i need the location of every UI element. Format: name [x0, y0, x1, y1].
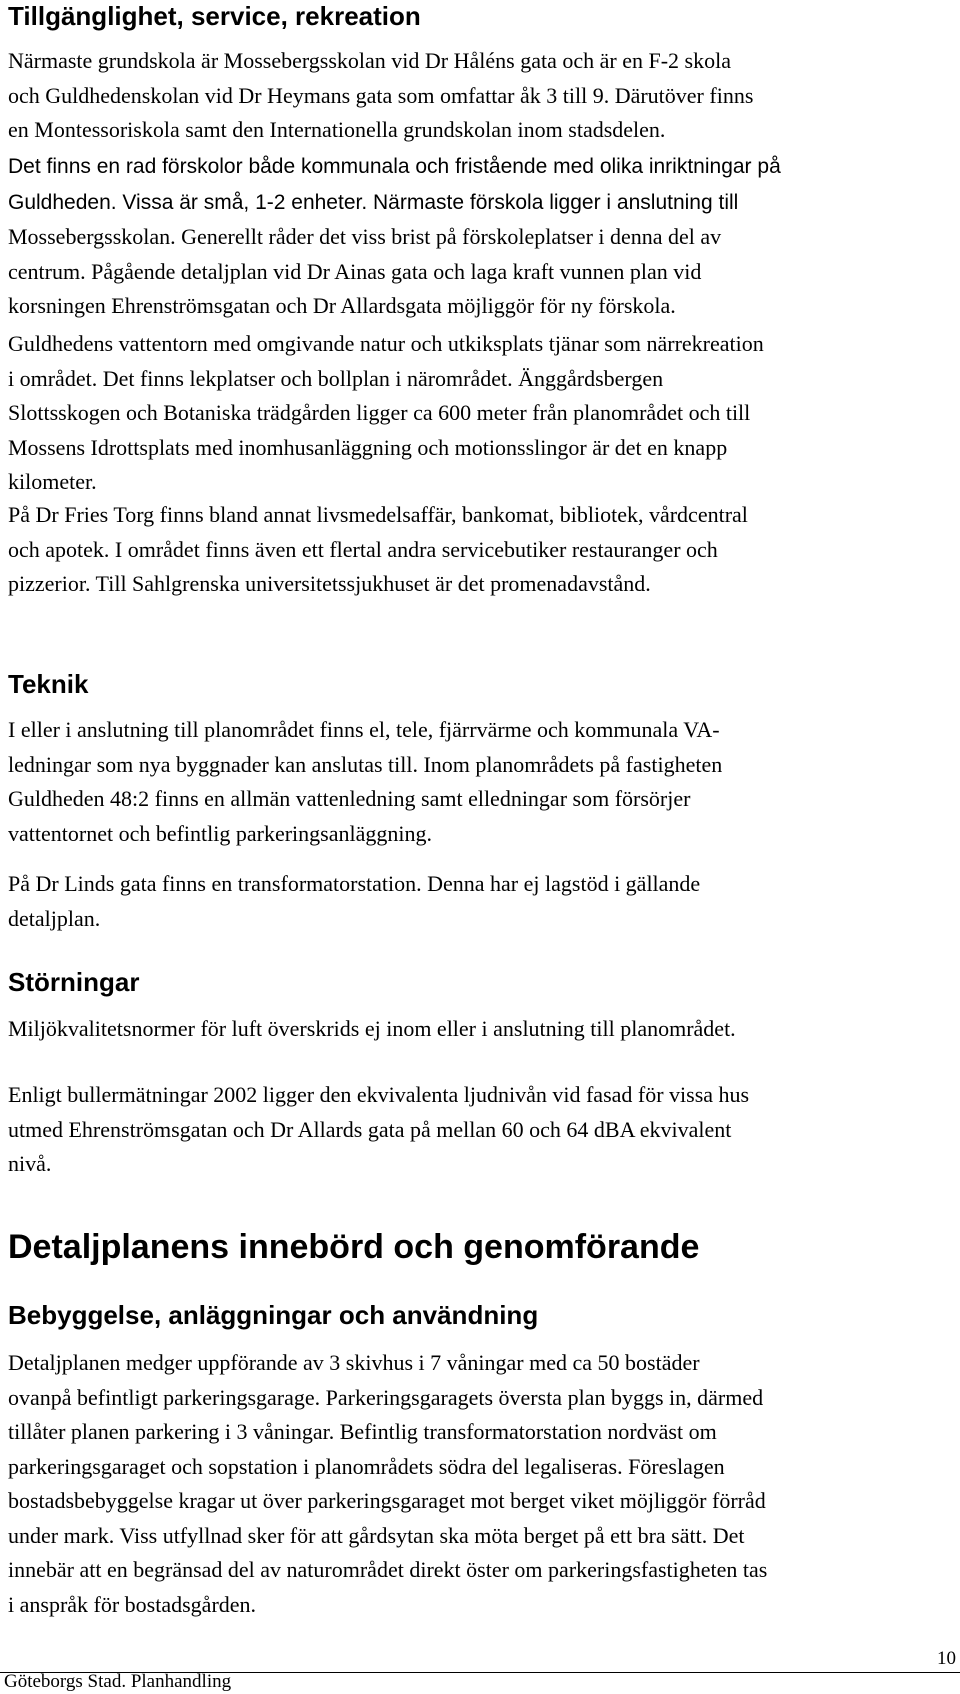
- text-line: Mossens Idrottsplats med inomhusanläggning och motionsslingor är det en knapp: [8, 434, 728, 460]
- text-line: under mark. Viss utfyllnad sker för att gårdsytan ska möta berget på ett bra sätt. Det: [8, 1522, 745, 1548]
- paragraph-utilities: [8, 713, 958, 851]
- text-line: innebär att en begränsad del av naturområdet direkt öster om parkeringsfastigheten tas: [8, 1557, 768, 1582]
- footer-text: Göteborgs Stad. Planhandling: [4, 1671, 232, 1692]
- text-line: Miljökvalitetsnormer för luft överskrids ej inom eller i anslutning till planområdet.: [8, 1016, 736, 1041]
- text-segment: Närmaste förskola ligger i anslutning till: [367, 190, 739, 214]
- text-line: vattentornet och befintlig parkeringsanläggning.: [8, 820, 432, 846]
- text-line: korsningen Ehrenströmsgatan och Dr Allardsgata möjliggör för ny förskola.: [8, 293, 676, 318]
- section-heading-teknik: Teknik: [8, 669, 89, 699]
- paragraph-air-quality: [8, 1012, 958, 1047]
- text-line: en Montessoriskola samt den Internationella grundskolan inom stadsdelen.: [8, 117, 666, 142]
- text-line: På Dr Fries Torg finns bland annat livsmedelsaffär, bankomat, bibliotek, vårdcentral: [8, 502, 748, 527]
- section-heading-storningar: Störningar: [8, 967, 140, 997]
- chapter-heading-detaljplan: Detaljplanens innebörd och genomförande: [8, 1228, 700, 1266]
- subsection-heading-bebyggelse: Bebyggelse, anläggningar och användning: [8, 1300, 539, 1330]
- paragraph-transformer: [8, 867, 958, 936]
- text-line: bostadsbebyggelse kragar ut över parkeringsgaraget mot berget viket möjliggör förråd: [8, 1488, 766, 1513]
- text-line: Närmaste grundskola är Mossebergsskolan vid Dr Håléns gata och är en F-2 skola: [8, 48, 731, 73]
- text-line: och apotek. I området finns även ett flertal andra servicebutiker restauranger och: [8, 536, 718, 562]
- text-line: i området. Det finns lekplatser och bollplan i närområdet. Änggårdsbergen: [8, 365, 664, 391]
- text-line: tillåter planen parkering i 3 våningar. Befintlig transformatorstation nordväst om: [8, 1419, 717, 1444]
- text-line: Slottsskogen och Botaniska trädgården ligger ca 600 meter från planområdet och till: [8, 400, 751, 425]
- text-line-mixed: [8, 185, 958, 221]
- paragraph-noise: [8, 1078, 958, 1182]
- text-segment: Guldheden. Vissa är små, 1-2 enheter.: [8, 190, 368, 214]
- text-line: Guldhedens vattentorn med omgivande natur och utkiksplats tjänar som närrekreation: [8, 331, 764, 356]
- paragraph-schools: [8, 44, 958, 148]
- text-line: ovanpå befintligt parkeringsgarage. Parkeringsgaragets översta plan byggs in, därmed: [8, 1384, 764, 1410]
- text-line: i anspråk för bostadsgården.: [8, 1591, 257, 1617]
- text-line: Mossebergsskolan. Generellt råder det viss brist på förskoleplatser i denna del av: [8, 224, 722, 249]
- text-line: pizzerior. Till Sahlgrenska universitetssjukhuset är det promenadavstånd.: [8, 571, 651, 596]
- text-line: detaljplan.: [8, 905, 101, 931]
- text-line: och Guldhedenskolan vid Dr Heymans gata som omfattar åk 3 till 9. Därutöver finns: [8, 82, 754, 108]
- text-line: Guldheden 48:2 finns en allmän vattenledning samt elledningar som försörjer: [8, 786, 691, 811]
- text-line: Enligt bullermätningar 2002 ligger den ekvivalenta ljudnivån vid fasad för vissa hus: [8, 1082, 750, 1107]
- text-line: Detaljplanen medger uppförande av 3 skivhus i 7 våningar med ca 50 bostäder: [8, 1350, 700, 1375]
- text-line: kilometer.: [8, 469, 97, 494]
- text-line: parkeringsgaraget och sopstation i planområdets södra del legaliseras. Föreslagen: [8, 1453, 725, 1479]
- paragraph-preschools: [8, 150, 958, 324]
- paragraph-development: [8, 1346, 958, 1622]
- paragraph-recreation: [8, 327, 958, 500]
- text-line: På Dr Linds gata finns en transformatorstation. Denna har ej lagstöd i gällande: [8, 871, 701, 896]
- text-line: centrum. Pågående detaljplan vid Dr Ainas gata och laga kraft vunnen plan vid: [8, 258, 702, 284]
- text-line: I eller i anslutning till planområdet finns el, tele, fjärrvärme och kommunala VA-: [8, 717, 720, 742]
- page-number: 10: [937, 1648, 956, 1669]
- text-line: nivå.: [8, 1151, 52, 1176]
- text-line: utmed Ehrenströmsgatan och Dr Allards gata på mellan 60 och 64 dBA ekvivalent: [8, 1116, 732, 1142]
- paragraph-services: [8, 498, 958, 602]
- text-line: ledningar som nya byggnader kan anslutas till. Inom planområdets på fastigheten: [8, 751, 723, 777]
- text-line: Det finns en rad förskolor både kommunala och fristående med olika inriktningar på: [8, 155, 781, 178]
- section-heading-service: Tillgänglighet, service, rekreation: [8, 1, 421, 31]
